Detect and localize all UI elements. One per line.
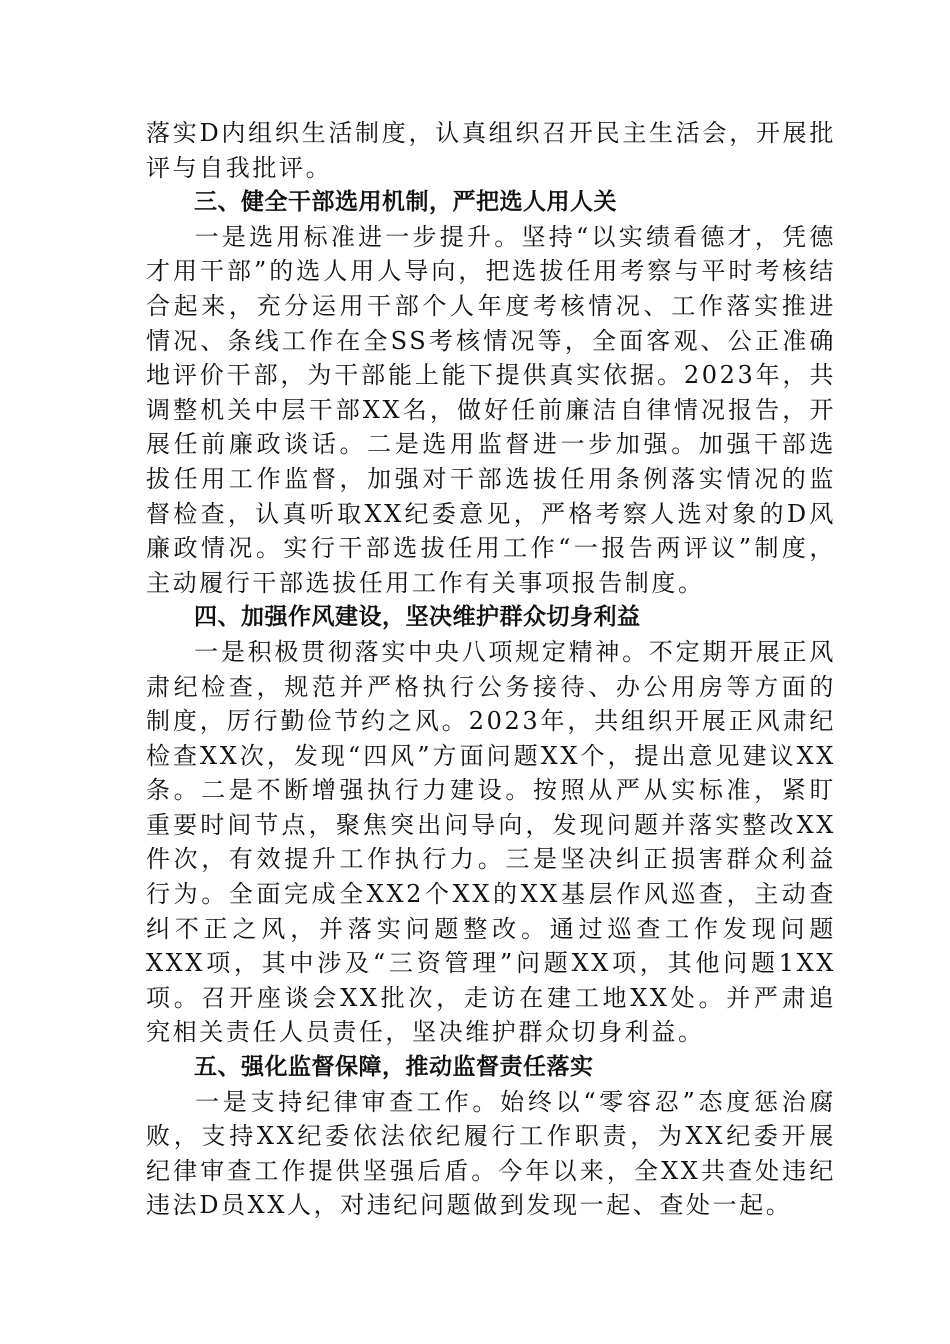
body-paragraph xyxy=(146,1085,836,1223)
section-heading: 三、健全干部选用机制，严把选人用人关 xyxy=(194,189,617,216)
section-heading: 五、强化监督保障，推动监督责任落实 xyxy=(194,1054,594,1081)
document-body xyxy=(146,116,836,1223)
body-paragraph-text: 一是积极贯彻落实中央八项规定精神。不定期开展正风肃纪检查，规范并严格执行公务接待、办公用房等方面的制度，厉行勤俭节约之风。2023年，共组织开展正风肃纪检查XX次，发现“四风”方面问题XX个，提出意见建议XX条。二是不断增强执行力建设。按照从严从实标准，紧盯重要时间节点，聚焦突出问导向，发现问题并落实整改XX件次，有效提升工作执行力。三是坚决纠正损害群众利益行为。全面完成全XX2个XX的XX基层作风巡查，主动查纠不正之风，并落实问题整改。通过巡查工作发现问题XXX项，其中涉及“三资管理”问题XX项，其他问题1XX项。召开座谈会XX批次，走访在建工地XX处。并严肃追究相关责任人员责任，坚决维护群众切身利益。 xyxy=(146,637,836,1047)
body-paragraph xyxy=(146,220,836,601)
body-paragraph: 落实D内组织生活制度，认真组织召开民主生活会，开展批评与自我批评。 xyxy=(146,119,836,182)
section-heading: 四、加强作风建设，坚决维护群众切身利益 xyxy=(194,604,641,631)
body-paragraph-text: 一是支持纪律审查工作。始终以“零容忍”态度惩治腐败，支持XX纪委依法依纪履行工作职责，为XX纪委开展纪律审查工作提供坚强后盾。今年以来，全XX共查处违纪违法D员XX人，对违纪问题做到发现一起、查处一起。 xyxy=(146,1087,836,1220)
body-paragraph-text: 一是选用标准进一步提升。坚持“以实绩看德才，凭德才用干部”的选人用人导向，把选拔任用考察与平时考核结合起来，充分运用干部个人年度考核情况、工作落实推进情况、条线工作在全SS考核情况等，全面客观、公正准确地评价干部，为干部能上能下提供真实依据。2023年，共调整机关中层干部XX名，做好任前廉洁自律情况报告，开展任前廉政谈话。二是选用监督进一步加强。加强干部选拔任用工作监督，加强对干部选拔任用条例落实情况的监督检查，认真听取XX纪委意见，严格考察人选对象的D风廉政情况。实行干部选拔任用工作“一报告两评议”制度，主动履行干部选拔任用工作有关事项报告制度。 xyxy=(146,222,836,597)
body-paragraph xyxy=(146,635,836,1050)
